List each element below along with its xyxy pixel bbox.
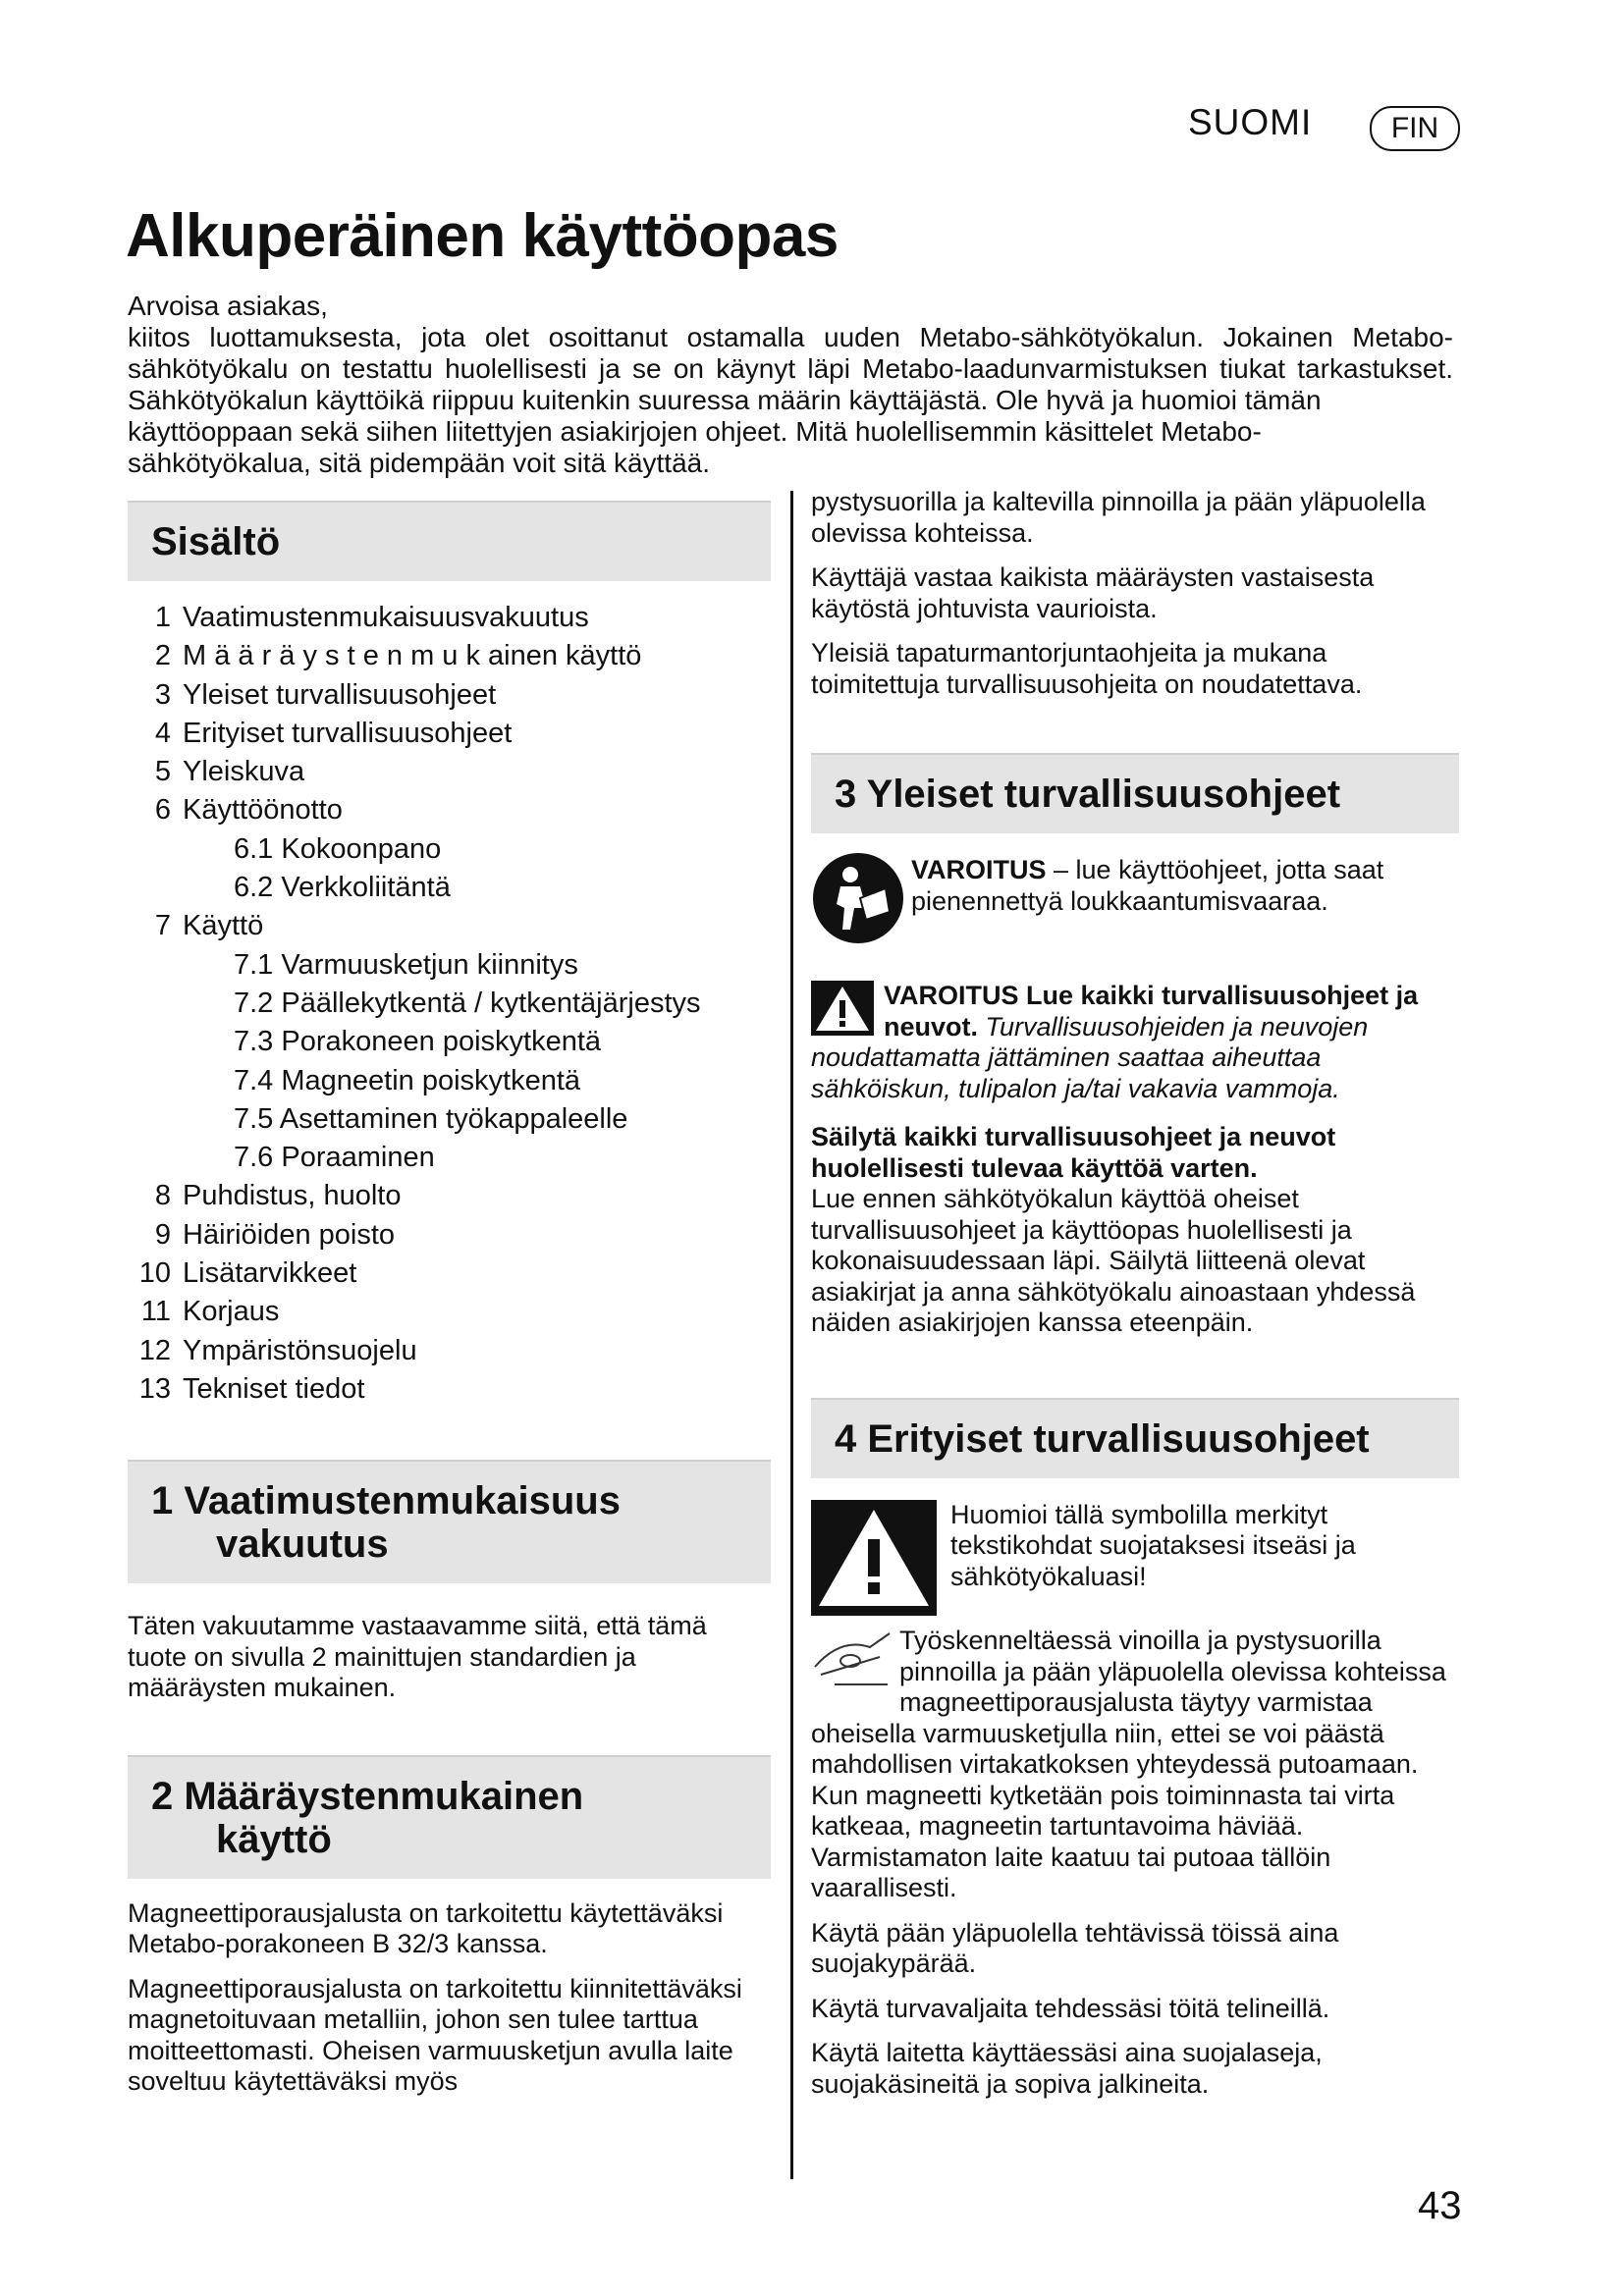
toc-item-number: 11 [140, 1296, 171, 1328]
section-2-heading-line2: käyttö [216, 1817, 332, 1861]
toc-item-number: 13 [138, 1372, 171, 1405]
left-column [128, 501, 771, 2098]
toc-item-label: M ä ä r ä y s t e n m u k ainen käyttö [183, 640, 642, 672]
toc-item [128, 791, 771, 829]
toc-item-label: Yleiskuva [183, 756, 305, 788]
safety-chain-icon [811, 1628, 893, 1688]
section-2-paragraph: Käyttäjä vastaa kaikista määräysten vastaisesta käytöstä johtuvista vaurioista. [811, 562, 1375, 623]
intro-line: Sähkötyökalun käyttöikä riippuu kuitenkin suuressa määrin käyttäjästä. Ole hyvä ja huomioi tämän [128, 385, 1322, 415]
toc-item-number: 3 [154, 678, 171, 711]
attention-symbol-icon [811, 1500, 937, 1616]
section-2-paragraph: pystysuorilla ja kaltevilla pinnoilla ja pään yläpuolella olevissa kohteissa. [811, 487, 1426, 548]
toc-item-number: 8 [154, 1180, 171, 1212]
toc-item [128, 985, 771, 1023]
toc-item [128, 599, 771, 637]
warning-2 [811, 981, 1459, 1104]
page-title: Alkuperäinen käyttöopas [126, 202, 839, 270]
column-divider [790, 491, 793, 2179]
toc-item-label: 7.5 Asettaminen työkappaleelle [234, 1102, 628, 1135]
toc-item-label: Erityiset turvallisuusohjeet [183, 717, 513, 749]
toc-item-label: 6.1 Kokoonpano [234, 832, 442, 865]
toc-item-label: Käyttöönotto [183, 794, 343, 827]
toc-heading: Sisältö [128, 501, 771, 581]
section-2-paragraph: Magneettiporausjalusta on tarkoitettu kiinnitettäväksi magnetoituvaan metalliin, johon sen tulee tarttua moitteettomasti. Oheisen varmuusketjun avulla laite soveltuu käytettäväksi myös [128, 1973, 742, 2097]
toc-item [128, 830, 771, 869]
toc-item-label: Vaatimustenmukaisuusvakuutus [183, 602, 589, 633]
toc-item [128, 869, 771, 907]
intro-line: kiitos luottamuksesta, jota olet osoittanut ostamalla uuden Metabo-sähkötyökalun. Jokainen Metabo- [128, 322, 1453, 352]
toc-item [128, 1062, 771, 1100]
warning-1 [911, 855, 1459, 917]
toc-item-label: 7.3 Porakoneen poiskytkentä [234, 1026, 602, 1058]
toc-item-label: Häiriöiden poisto [183, 1218, 396, 1251]
table-of-contents [128, 599, 771, 1409]
section-1-text: Täten vakuutamme vastaavamme siitä, että tämä tuote on sivulla 2 mainittujen standardien ja määräysten mukainen. [128, 1611, 707, 1703]
toc-item [128, 1139, 771, 1177]
page-number: 43 [1418, 2184, 1462, 2227]
section-3-heading: 3 Yleiset turvallisuusohjeet [811, 753, 1459, 833]
section-2-heading [128, 1755, 771, 1879]
toc-item-number: 12 [138, 1334, 171, 1366]
toc-item-label: 7.6 Poraaminen [234, 1142, 435, 1174]
read-manual-icon [811, 851, 905, 945]
toc-item-number: 7 [154, 910, 171, 942]
toc-item-number: 6 [154, 794, 171, 827]
toc-item [128, 1023, 771, 1061]
intro-line: käyttöoppaan sekä siihen liitettyjen asiakirjojen ohjeet. Mitä huolellisemmin käsittelet Metabo- [128, 416, 1262, 447]
section-2-paragraph: Yleisiä tapaturmantorjuntaohjeita ja mukana toimitettuja turvallisuusohjeita on noudatettava. [811, 638, 1363, 699]
toc-item [128, 637, 771, 675]
toc-item-number: 1 [154, 602, 171, 633]
intro-salutation: Arvoisa asiakas, [128, 291, 328, 321]
keep-instructions [811, 1122, 1459, 1339]
warning-triangle-icon [811, 981, 874, 1036]
intro-line: sähkötyökalu on testattu huolellisesti ja se on käynyt läpi Metabo-laadunvarmistuksen tiukat tarkastukset. [128, 353, 1453, 384]
toc-item [128, 715, 771, 753]
toc-item [128, 946, 771, 985]
section-4-paragraph: Käytä pään yläpuolella tehtävissä töissä aina suojakypärää. [811, 1917, 1339, 1978]
warning-2-text: Turvallisuusohjeiden ja neuvojen noudattamatta jättäminen saattaa aiheuttaa sähköiskun, tulipalon ja/tai vakavia vammoja. [811, 1011, 1369, 1103]
read-manual-warning [811, 851, 1459, 945]
section-2-paragraph: Magneettiporausjalusta on tarkoitettu käytettäväksi Metabo-porakoneen B 32/3 kanssa. [128, 1897, 724, 1959]
symbol-note-text: Huomioi tällä symbolilla merkityt tekstikohdat suojataksesi itseäsi ja sähkötyökaluasi! [950, 1499, 1356, 1591]
toc-item [128, 1216, 771, 1255]
right-column [811, 487, 1459, 2100]
section-1-heading-line2: vakuutus [216, 1522, 389, 1567]
toc-item [128, 676, 771, 715]
toc-item [128, 1255, 771, 1293]
section-4-paragraph: Käytä turvavaljaita tehdessäsi töitä telineillä. [811, 1993, 1330, 2023]
toc-item [128, 1332, 771, 1370]
language-code-badge: FIN [1370, 106, 1460, 151]
intro-block [128, 291, 1453, 479]
section-4-paragraph: Käytä laitetta käyttäessäsi aina suojalaseja, suojakäsineitä ja sopiva jalkineita. [811, 2038, 1323, 2099]
intro-line: sähkötyökalua, sitä pidempään voit sitä käyttää. [128, 448, 711, 478]
toc-item [128, 1370, 771, 1409]
toc-item [128, 1100, 771, 1139]
toc-item-label: Yleiset turvallisuusohjeet [183, 678, 497, 711]
toc-item-number: 9 [154, 1218, 171, 1251]
toc-item-label: 6.2 Verkkoliitäntä [234, 872, 451, 904]
toc-item-label: 7.2 Päällekytkentä / kytkentäjärjestys [234, 987, 701, 1019]
symbol-note [811, 1500, 1459, 1593]
toc-item-label: Korjaus [183, 1296, 280, 1328]
language-label: SUOMI [1188, 102, 1313, 142]
toc-item-label: Ympäristönsuojelu [183, 1334, 417, 1366]
toc-item [128, 1177, 771, 1215]
toc-item-label: 7.4 Magneetin poiskytkentä [234, 1064, 581, 1096]
toc-item [128, 1293, 771, 1331]
keep-instructions-bold: Säilytä kaikki turvallisuusohjeet ja neuvot huolellisesti tulevaa käyttöä varten. [811, 1122, 1336, 1183]
chain-note-text: Työskenneltäessä vinoilla ja pystysuorilla pinnoilla ja pään yläpuolella olevissa kohteissa magneettiporausjalusta täytyy varmistaa oheisella varmuusketjulla niin, ettei se voi päästä mahdollisen virtakatkoksen yhteydessä putoamaan. [811, 1626, 1446, 1779]
toc-item [128, 907, 771, 945]
warning-1-label: VAROITUS [911, 855, 1047, 884]
warning-2-label: VAROITUS Lue kaikki turvallisuusohjeet ja neuvot. [884, 981, 1419, 1041]
toc-item-label: Käyttö [183, 910, 264, 942]
section-2-heading-line1: 2 Määräystenmukainen [151, 1774, 584, 1818]
section-4-paragraph: Kun magneetti kytketään pois toiminnasta tai virta katkeaa, magneetin tartuntavoima häviää. Varmistamaton laite kaatuu tai putoaa tällöin vaarallisesti. [811, 1780, 1395, 1902]
section-1-heading [128, 1460, 771, 1583]
warning-1-text: – lue käyttöohjeet, jotta saat pienennettyä loukkaantumisvaaraa. [911, 855, 1384, 916]
toc-item-label: Tekniset tiedot [183, 1372, 365, 1405]
toc-item [128, 753, 771, 791]
toc-item-label: 7.1 Varmuusketjun kiinnitys [234, 948, 578, 981]
toc-item-label: Lisätarvikkeet [183, 1257, 357, 1290]
toc-item-number: 4 [154, 717, 171, 749]
section-1-heading-line1: 1 Vaatimustenmukaisuus [151, 1479, 621, 1523]
toc-item-number: 5 [154, 756, 171, 788]
toc-item-number: 2 [154, 640, 171, 672]
keep-instructions-text: Lue ennen sähkötyökalun käyttöä oheiset turvallisuusohjeet ja käyttöopas huolellisesti ja kokonaisuudessaan läpi. Säilytä liitteenä olevat asiakirjat ja anna sähkötyökalu ainoastaan yhdessä näiden asiakirjojen kanssa eteenpäin. [811, 1184, 1416, 1337]
section-4-heading: 4 Erityiset turvallisuusohjeet [811, 1398, 1459, 1478]
toc-item-number: 10 [138, 1257, 171, 1290]
toc-item-label: Puhdistus, huolto [183, 1180, 402, 1212]
chain-note [811, 1626, 1459, 1904]
